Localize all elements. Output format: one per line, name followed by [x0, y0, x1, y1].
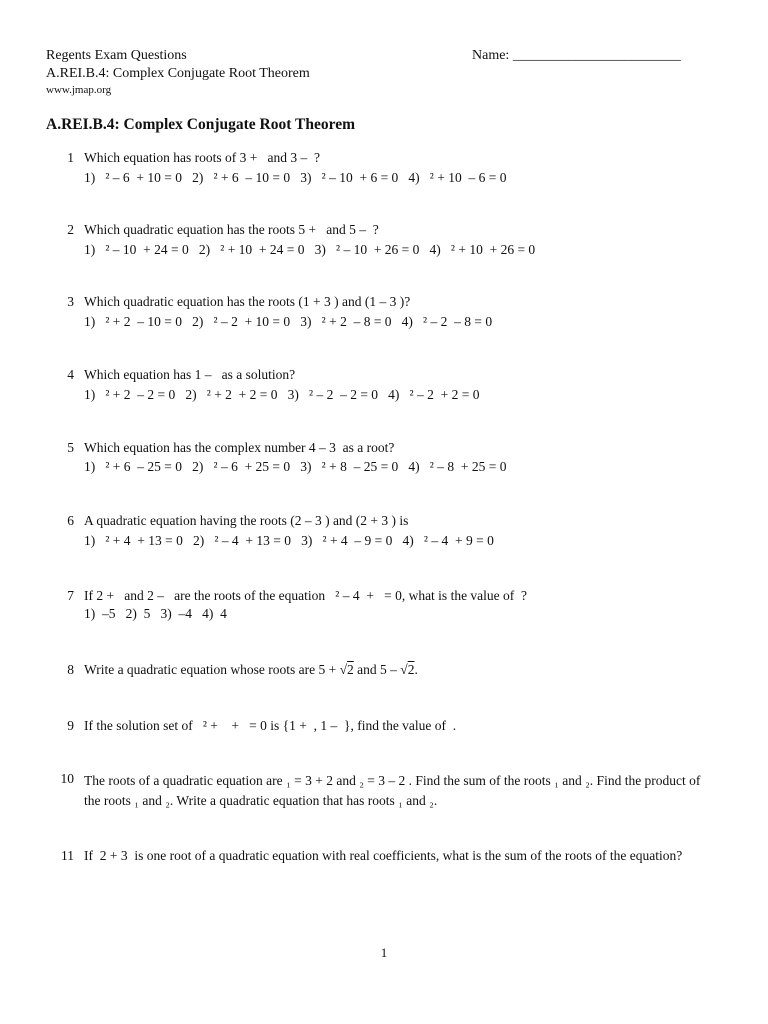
question-number: 9	[67, 718, 74, 733]
answer-choices: 1) ² + 6 – 25 = 0 2) ² – 6 + 25 = 0 3) ² + 8 – 25 = 0 4) ² – 8 + 25 = 0	[84, 459, 507, 474]
header-title: Regents Exam Questions	[46, 48, 187, 63]
sqrt-expression: √2	[339, 662, 354, 677]
header-site: www.jmap.org	[46, 84, 112, 96]
question-text: If 2 + 3 is one root of a quadratic equation with real coefficients, what is the sum of the roots of the equation?	[84, 848, 683, 863]
radicand: 2	[407, 662, 415, 677]
header-subtitle: A.REI.B.4: Complex Conjugate Root Theorem	[46, 66, 310, 81]
question-text-part: .	[414, 662, 418, 677]
question-number: 3	[67, 294, 74, 309]
answer-choices: 1) ² + 2 – 2 = 0 2) ² + 2 + 2 = 0 3) ² – 2 – 2 = 0 4) ² – 2 + 2 = 0	[84, 387, 480, 402]
answer-choices: 1) ² – 10 + 24 = 0 2) ² + 10 + 24 = 0 3) ² – 10 + 26 = 0 4) ² + 10 + 26 = 0	[84, 242, 536, 257]
answer-choices: 1) –5 2) 5 3) –4 4) 4	[84, 606, 227, 621]
question-text: The roots of a quadratic equation are ₁ = 3 + 2 and ₂ = 3 – 2 . Find the sum of the roots ₁ and ₂. Find the product of the roots ₁ and ₂. Write a quadratic equation that has roots ₁ and ₂.	[84, 773, 701, 808]
question-number: 5	[67, 440, 74, 455]
answer-choices: 1) ² + 4 + 13 = 0 2) ² – 4 + 13 = 0 3) ² + 4 – 9 = 0 4) ² – 4 + 9 = 0	[84, 533, 494, 548]
question-number: 10	[60, 771, 74, 786]
question-number: 1	[67, 150, 74, 165]
question-text: Which equation has 1 – as a solution?	[84, 367, 296, 382]
answer-choices: 1) ² + 2 – 10 = 0 2) ² – 2 + 10 = 0 3) ² + 2 – 8 = 0 4) ² – 2 – 8 = 0	[84, 314, 493, 329]
question-text: Which equation has roots of 3 + and 3 – ?	[84, 150, 320, 165]
question-number: 6	[67, 513, 74, 528]
question-number: 2	[67, 222, 74, 237]
answer-choices: 1) ² – 6 + 10 = 0 2) ² + 6 – 10 = 0 3) ² – 10 + 6 = 0 4) ² + 10 – 6 = 0	[84, 170, 507, 185]
question-number: 11	[61, 848, 74, 863]
question-text: Which equation has the complex number 4 – 3 as a root?	[84, 440, 395, 455]
sqrt-expression: √2	[400, 662, 415, 677]
question-text-part: and 5 –	[353, 662, 401, 677]
question-text: If the solution set of ² + + = 0 is {1 + , 1 – }, find the value of .	[84, 718, 457, 733]
question-text	[84, 662, 418, 678]
question-number: 7	[67, 588, 74, 603]
question-number: 8	[67, 662, 74, 677]
question-text: Which quadratic equation has the roots (1 + 3 ) and (1 – 3 )?	[84, 294, 411, 309]
radicand: 2	[347, 662, 354, 677]
question-text: A quadratic equation having the roots (2 – 3 ) and (2 + 3 ) is	[84, 513, 409, 528]
page-number: 1	[380, 945, 388, 960]
question-text-part: Write a quadratic equation whose roots are 5 +	[84, 662, 340, 677]
name-field: Name: ________________________	[472, 48, 681, 63]
question-number: 4	[67, 367, 74, 382]
question-text: If 2 + and 2 – are the roots of the equation ² – 4 + = 0, what is the value of ?	[84, 588, 528, 603]
question-text: Which quadratic equation has the roots 5 + and 5 – ?	[84, 222, 379, 237]
page-heading: A.REI.B.4: Complex Conjugate Root Theorem	[46, 116, 355, 133]
